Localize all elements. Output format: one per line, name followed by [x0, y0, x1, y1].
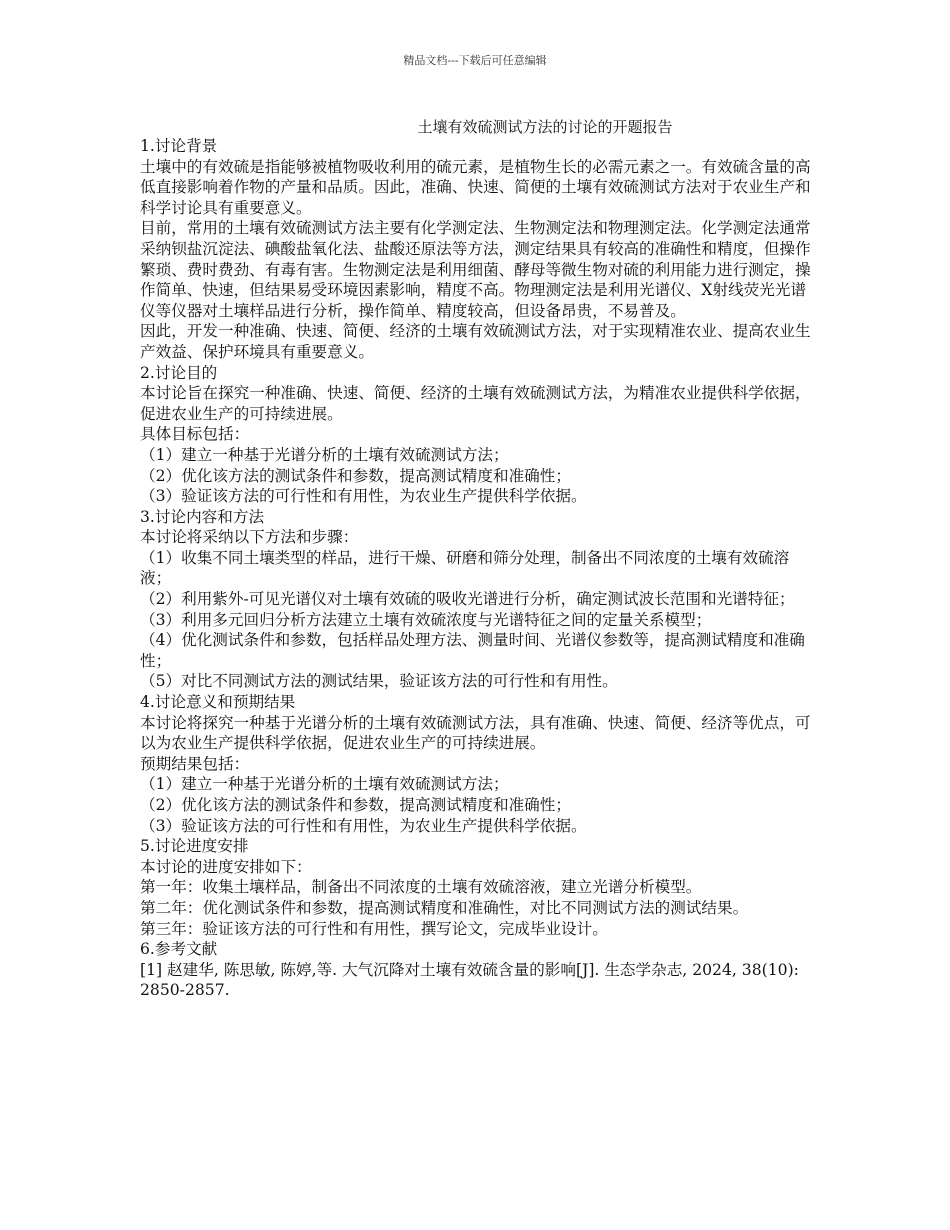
paragraph: 第三年：验证该方法的可行性和有用性，撰写论文，完成毕业设计。: [140, 919, 608, 938]
section-heading: 3.讨论内容和方法: [140, 507, 265, 526]
paragraph: 预期结果包括：: [140, 754, 250, 773]
section-heading: 4.讨论意义和预期结果: [140, 693, 296, 712]
list-item: （1）收集不同土壤类型的样品，进行干燥、研磨和筛分处理，制备出不同浓度的土壤有效硫溶液；: [140, 548, 790, 588]
paragraph: 土壤中的有效硫是指能够被植物吸收利用的硫元素，是植物生长的必需元素之一。有效硫含量的高低直接影响着作物的产量和品质。因此，准确、快速、简便的土壤有效硫测试方法对于农业生产和科学讨论具有重要意义。: [140, 157, 811, 217]
list-item: （3）利用多元回归分析方法建立土壤有效硫浓度与光谱特征之间的定量关系模型；: [140, 610, 712, 629]
paragraph: 本讨论将采纳以下方法和步骤：: [140, 528, 359, 547]
paragraph: 具体目标包括：: [140, 425, 250, 444]
list-item: （4）优化测试条件和参数，包括样品处理方法、测量时间、光谱仪参数等，提高测试精度和准确性；: [140, 631, 805, 670]
list-item: （3）验证该方法的可行性和有用性，为农业生产提供科学依据。: [140, 816, 587, 835]
paragraph: 本讨论将探究一种基于光谱分析的土壤有效硫测试方法，具有准确、快速、简便、经济等优点，可以为农业生产提供科学依据，促进农业生产的可持续进展。: [140, 713, 811, 753]
document-title: 土壤有效硫测试方法的讨论的开题报告: [417, 118, 673, 136]
list-item: （1）建立一种基于光谱分析的土壤有效硫测试方法；: [140, 445, 509, 464]
list-item: （3）验证该方法的可行性和有用性，为农业生产提供科学依据。: [140, 487, 587, 506]
page-header: 精品文档---下载后可任意编辑: [403, 54, 547, 67]
section-heading: 2.讨论目的: [140, 363, 218, 382]
section-heading: 6.参考文献: [140, 940, 218, 959]
paragraph: 第二年：优化测试条件和参数，提高测试精度和准确性，对比不同测试方法的测试结果。: [140, 898, 749, 917]
paragraph: 目前，常用的土壤有效硫测试方法主要有化学测定法、生物测定法和物理测定法。化学测定法通常采纳钡盐沉淀法、碘酸盐氧化法、盐酸还原法等方法，测定结果具有较高的准确性和精度，但操作繁琐、费时费劲、有毒有害。生物测定法是利用细菌、酵母等微生物对硫的利用能力进行测定，操作简单、快速，但结果易受环境因素影响，精度不高。物理测定法是利用光谱仪、X射线荧光光谱仪等仪器对土壤样品进行分析，操作简单、精度较高，但设备昂贵，不易普及。: [140, 219, 811, 320]
list-item: （2）优化该方法的测试条件和参数，提高测试精度和准确性；: [140, 796, 571, 814]
list-item: （2）利用紫外-可见光谱仪对土壤有效硫的吸收光谱进行分析，确定测试波长范围和光谱特征；: [140, 590, 795, 609]
paragraph: 因此，开发一种准确、快速、简便、经济的土壤有效硫测试方法，对于实现精准农业、提高农业生产效益、保护环境具有重要意义。: [140, 322, 811, 361]
document-body: [140, 136, 820, 1001]
reference-item: [1] 赵建华, 陈思敏, 陈婷,等. 大气沉降对土壤有效硫含量的影响[J]. 生态学杂志, 2024, 38(10): 2850-2857.: [140, 960, 799, 1000]
paragraph: 本讨论的进度安排如下：: [140, 857, 312, 876]
section-heading: 1.讨论背景: [140, 137, 218, 155]
list-item: （2）优化该方法的测试条件和参数，提高测试精度和准确性；: [140, 466, 571, 485]
list-item: （1）建立一种基于光谱分析的土壤有效硫测试方法；: [140, 775, 509, 794]
section-heading: 5.讨论进度安排: [140, 837, 249, 856]
paragraph: 本讨论旨在探究一种准确、快速、简便、经济的土壤有效硫测试方法，为精准农业提供科学依据，促进农业生产的可持续进展。: [140, 384, 811, 423]
list-item: （5）对比不同测试方法的测试结果，验证该方法的可行性和有用性。: [140, 672, 618, 691]
paragraph: 第一年：收集土壤样品，制备出不同浓度的土壤有效硫溶液，建立光谱分析模型。: [140, 878, 702, 897]
